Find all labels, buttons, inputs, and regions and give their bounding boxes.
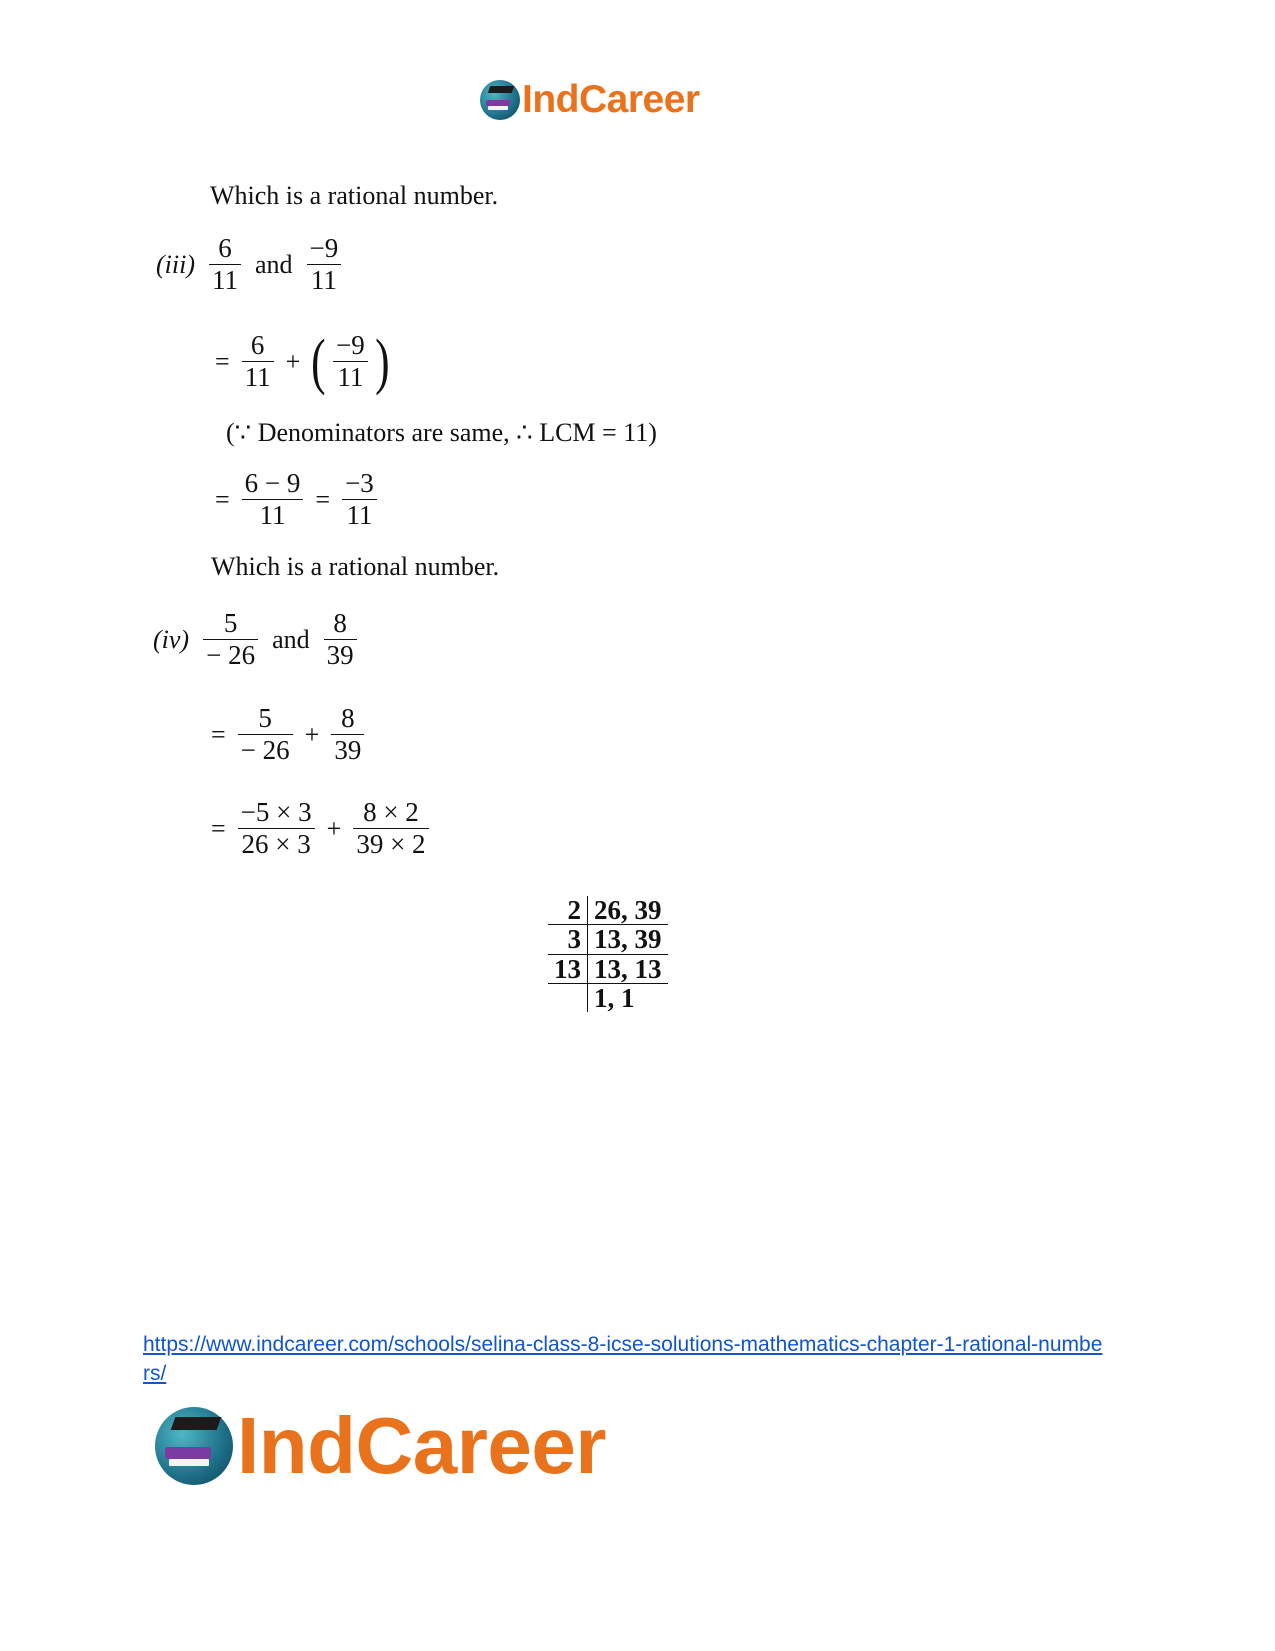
denominator: 39 × 2 — [356, 829, 426, 860]
lcm-division-table — [548, 896, 668, 1012]
numerator: 5 — [258, 703, 272, 733]
values-cell: 1, 1 — [594, 983, 635, 1014]
header-logo — [480, 78, 700, 122]
parenthesized-fraction: ( $\frac{-9}{11}$ ) — [311, 327, 390, 396]
denominator: 11 — [337, 362, 364, 393]
part-label: (iii) — [156, 249, 195, 279]
equals-sign: = — [315, 484, 331, 514]
conjunction: and — [272, 624, 310, 654]
denominator: 39 — [326, 640, 354, 671]
fraction — [324, 608, 357, 671]
fraction — [331, 703, 364, 766]
part-label: (iv) — [153, 624, 190, 654]
fraction — [342, 468, 377, 531]
values-cell: 26, 39 — [588, 896, 668, 925]
denominator: 26 × 3 — [241, 829, 311, 860]
denominator: − 26 — [240, 735, 290, 766]
equals-sign: = — [211, 719, 226, 749]
numerator: 8 × 2 — [363, 797, 419, 827]
footer-logo — [155, 1400, 606, 1492]
values-cell: 13, 39 — [588, 925, 668, 954]
numerator: 6 — [250, 330, 265, 360]
table-row — [548, 925, 668, 954]
numerator: −9 — [309, 233, 339, 263]
divisor-cell: 13 — [548, 954, 588, 983]
reason-line: (∵ Denominators are same, ∴ LCM = 11) — [226, 418, 657, 447]
fraction — [242, 468, 304, 531]
values-cell: 13, 13 — [588, 954, 668, 983]
fraction — [209, 233, 241, 296]
numerator: 6 — [218, 233, 232, 263]
fraction — [242, 330, 274, 393]
part-iv-step2 — [203, 797, 433, 860]
numerator: 8 — [341, 703, 355, 733]
numerator: 6 − 9 — [244, 468, 301, 498]
equals-sign: = — [215, 484, 230, 514]
table-row — [548, 954, 668, 983]
equals-sign: = — [211, 813, 226, 843]
plus-sign: + — [285, 346, 301, 376]
source-link[interactable]: https://www.indcareer.com/schools/selina-class-8-icse-solutions-mathematics-chapter-1-rational-numbers/ — [143, 1333, 1103, 1385]
part-iv-step1 — [203, 703, 368, 766]
divisor-cell — [548, 984, 588, 1013]
fraction — [203, 608, 258, 671]
denominator: 11 — [212, 265, 238, 296]
plus-sign: + — [304, 719, 320, 749]
conjunction: and — [255, 249, 293, 279]
denominator: 11 — [310, 265, 337, 296]
denominator: 11 — [259, 500, 286, 531]
denominator: 11 — [244, 362, 271, 393]
divisor-cell: 2 — [548, 896, 588, 925]
graduation-globe-icon — [480, 80, 520, 120]
graduation-globe-icon — [155, 1407, 233, 1485]
statement-line: Which is a rational number. — [210, 181, 499, 210]
part-iii-step1 — [207, 327, 392, 396]
table-row — [548, 896, 668, 925]
fraction — [238, 703, 293, 766]
part-iii-question — [156, 233, 345, 296]
part-iii-step2 — [207, 468, 381, 531]
fraction — [333, 330, 368, 393]
plus-sign: + — [326, 813, 342, 843]
fraction — [307, 233, 342, 296]
logo-wordmark: IndCareer — [237, 1401, 606, 1490]
denominator: 39 — [334, 735, 362, 766]
fraction — [353, 797, 428, 860]
divisor-cell: 3 — [548, 925, 588, 954]
denominator: 11 — [346, 500, 373, 531]
table-row — [548, 984, 668, 1013]
numerator: 5 — [223, 608, 238, 638]
logo-wordmark: IndCareer — [522, 78, 700, 121]
numerator: −9 — [336, 330, 365, 360]
numerator: 8 — [333, 608, 347, 638]
fraction — [238, 797, 315, 860]
conclusion-line: Which is a rational number. — [211, 552, 500, 581]
equals-sign: = — [215, 346, 230, 376]
numerator: −5 × 3 — [240, 797, 312, 827]
numerator: −3 — [345, 468, 374, 498]
part-iv-question — [153, 608, 361, 671]
denominator: − 26 — [206, 640, 256, 671]
